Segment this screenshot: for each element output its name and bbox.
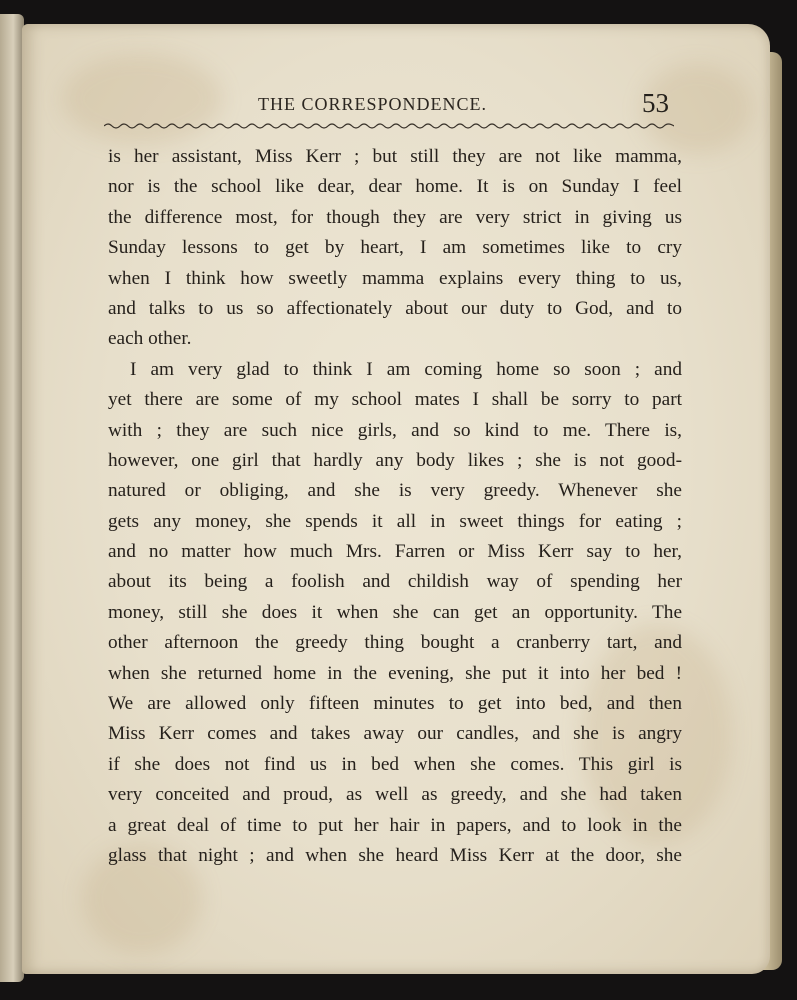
wavy-rule — [104, 121, 674, 131]
text-line: We are allowed only fifteen minutes to get into bed, and then — [108, 693, 682, 715]
text-line: when she returned home in the evening, she put it into her bed ! — [108, 662, 682, 684]
text-line: I am very glad to think I am coming home so soon ; and — [130, 358, 682, 380]
running-title: THE CORRESPONDENCE. — [258, 94, 488, 114]
text-line: with ; they are such nice girls, and so kind to me. There is, — [108, 419, 682, 441]
text-line: the difference most, for though they are very strict in giving us — [108, 206, 682, 228]
text-line: however, one girl that hardly any body likes ; she is not good- — [108, 449, 682, 471]
text-line: when I think how sweetly mamma explains every thing to us, — [108, 267, 682, 289]
text-line: natured or obliging, and she is very greedy. Whenever she — [108, 480, 682, 502]
text-line: about its being a foolish and childish way of spending her — [108, 571, 682, 593]
text-line: Sunday lessons to get by heart, I am sometimes like to cry — [108, 237, 682, 259]
text-line: other afternoon the greedy thing bought a cranberry tart, and — [108, 632, 682, 654]
page-number: 53 — [642, 88, 669, 118]
body-text — [108, 142, 682, 871]
text-line: if she does not find us in bed when she comes. This girl is — [108, 753, 682, 775]
wavy-rule-line — [104, 124, 674, 128]
text-line: very conceited and proud, as well as greedy, and she had taken — [108, 784, 682, 806]
text-line: Miss Kerr comes and takes away our candles, and she is angry — [108, 723, 682, 745]
text-line: and talks to us so affectionately about our duty to God, and to — [108, 297, 682, 319]
text-line: glass that night ; and when she heard Miss Kerr at the door, she — [108, 844, 682, 866]
text-line: is her assistant, Miss Kerr ; but still they are not like mamma, — [108, 146, 682, 167]
text-line: yet there are some of my school mates I shall be sorry to part — [108, 389, 682, 411]
text-line: and no matter how much Mrs. Farren or Miss Kerr say to her, — [108, 541, 682, 563]
text-line: nor is the school like dear, dear home. It is on Sunday I feel — [108, 176, 682, 198]
text-line: gets any money, she spends it all in sweet things for eating ; — [108, 510, 682, 532]
left-page-edge — [0, 14, 24, 982]
text-line: a great deal of time to put her hair in papers, and to look in the — [108, 814, 682, 836]
text-line: each other. — [108, 328, 192, 350]
text-line: money, still she does it when she can get an opportunity. The — [108, 601, 682, 623]
